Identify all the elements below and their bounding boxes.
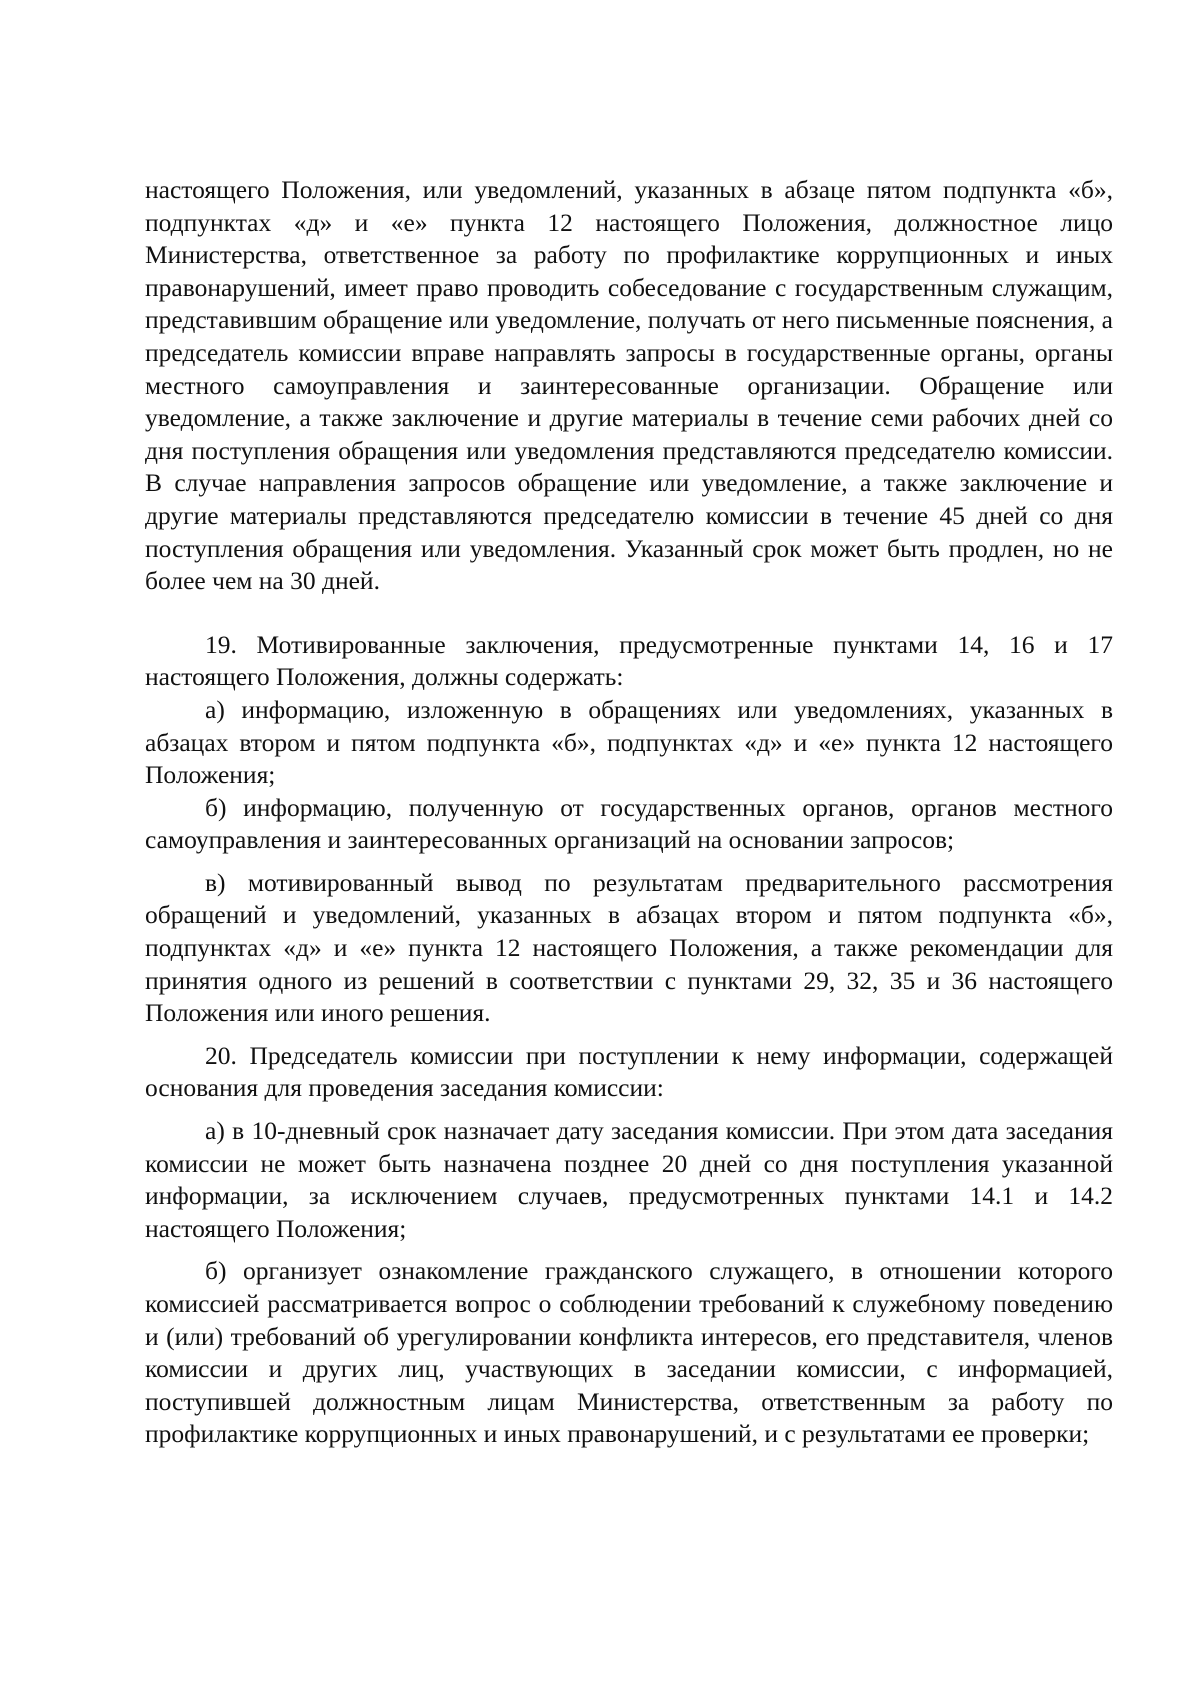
- paragraph-item-20-b: б) организует ознакомление гражданского служащего, в отношении которого комиссией рассматривается вопрос о соблюдении требований к служебному поведению и (или) требований об урегулировании конфликта интересов, его представителя, членов комиссии и других лиц, участвующих в заседании комиссии, с информацией, поступившей должностным лицам Министерства, ответственным за работу по профилактике коррупционных и иных правонарушений, и с результатами ее проверки;: [145, 1256, 1113, 1449]
- paragraph-item-19-c: в) мотивированный вывод по результатам предварительного рассмотрения обращений и уведомлений, указанных в абзацах втором и пятом подпункта «б», подпунктах «д» и «е» пункта 12 настоящего Положения, а также рекомендации для принятия одного из решений в соответствии с пунктами 29, 32, 35 и 36 настоящего Положения или иного решения.: [145, 867, 1113, 1028]
- paragraph-item-19-a: а) информацию, изложенную в обращениях или уведомлениях, указанных в абзацах втором и пятом подпункта «б», подпунктах «д» и «е» пункта 12 настоящего Положения;: [145, 694, 1113, 790]
- paragraph-item-19: 19. Мотивированные заключения, предусмотренные пунктами 14, 16 и 17 настоящего Положения, должны содержать:: [145, 629, 1113, 692]
- paragraph-item-20-a: а) в 10-дневный срок назначает дату заседания комиссии. При этом дата заседания комиссии не может быть назначена позднее 20 дней со дня поступления указанной информации, за исключением случаев, предусмотренных пунктами 14.1 и 14.2 настоящего Положения;: [145, 1116, 1113, 1243]
- paragraph-continuation: настоящего Положения, или уведомлений, указанных в абзаце пятом подпункта «б», подпунктах «д» и «е» пункта 12 настоящего Положения, должностное лицо Министерства, ответственное за работу по профилактике коррупционных и иных правонарушений, имеет право проводить собеседование с государственным служащим, представившим обращение или уведомление, получать от него письменные пояснения, а председатель комиссии вправе направлять запросы в государственные органы, органы местного самоуправления и заинтересованные организации. Обращение или уведомление, а также заключение и другие материалы в течение семи рабочих дней со дня поступления обращения или уведомления представляются председателю комиссии. В случае направления запросов обращение или уведомление, а также заключение и другие материалы представляются председателю комиссии в течение 45 дней со дня поступления обращения или уведомления. Указанный срок может быть продлен, но не более чем на 30 дней.: [145, 175, 1113, 596]
- document-body: [145, 174, 1113, 1451]
- paragraph-item-19-b: б) информацию, полученную от государственных органов, органов местного самоуправления и заинтересованных организаций на основании запросов;: [145, 792, 1113, 855]
- paragraph-item-20: 20. Председатель комиссии при поступлении к нему информации, содержащей основания для проведения заседания комиссии:: [145, 1040, 1113, 1103]
